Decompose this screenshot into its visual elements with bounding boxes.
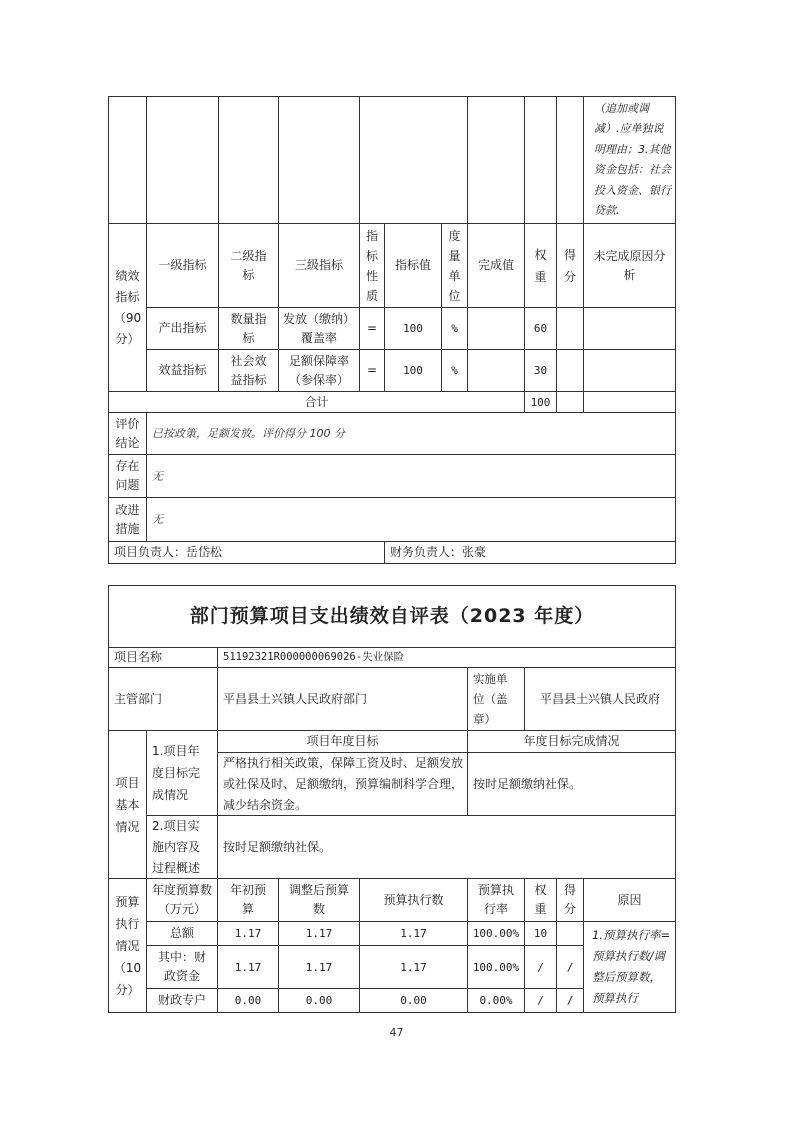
row2-level2: 社会效益指标 [218,349,279,392]
row2-unit: % [441,349,468,392]
budget-row3-executed: 0.00 [359,988,468,1013]
budget-header-rate: 预算执行率 [467,878,525,922]
row2-reason [583,349,676,392]
budget-row3-score: / [556,988,584,1013]
empty-cell [218,96,279,224]
budget-row3-adjusted: 0.00 [278,988,360,1013]
empty-cell [467,96,525,224]
row2-level3: 足额保障率（参保率） [278,349,360,392]
budget-row2-score: / [556,945,584,989]
impl-text: 按时足额缴纳社保。 [217,815,676,879]
total-score [556,391,584,413]
budget-header-reason: 原因 [583,878,676,922]
row1-target: 100 [384,307,442,350]
budget-section-label: 预算执行情况（10分） [108,878,147,1013]
row1-weight: 60 [524,307,557,350]
dept-label: 主管部门 [108,667,218,731]
total-reason [583,391,676,413]
row2-nature: = [359,349,385,392]
row2-actual [467,349,525,392]
total-label: 合计 [108,391,525,413]
budget-header-executed: 预算执行数 [359,878,468,922]
row1-level1: 产出指标 [146,307,219,350]
budget-row1-score [556,921,584,946]
annual-goal-header: 项目年度目标 [217,730,468,753]
empty-cell [556,96,584,224]
issues-text: 无 [146,454,676,498]
budget-row2-adjusted: 1.17 [278,945,360,989]
header-target: 指标值 [384,223,442,308]
header-actual: 完成值 [467,223,525,308]
completion-text: 按时足额缴纳社保。 [467,752,676,816]
row2-weight: 30 [524,349,557,392]
budget-header-score: 得分 [556,878,584,922]
row1-actual [467,307,525,350]
impl-unit-label: 实施单位（盖章） [467,667,525,731]
perf-section-label: 绩效指标（90分） [108,223,147,392]
impl-label: 2.项目实施内容及过程概述 [146,815,218,879]
budget-header-initial: 年初预算 [217,878,279,922]
empty-cell [146,96,219,224]
header-reason: 未完成原因分析 [583,223,676,308]
budget-row2-initial: 1.17 [217,945,279,989]
conclusion-label: 评价结论 [108,412,147,455]
row1-score [556,307,584,350]
project-name-label: 项目名称 [108,647,218,668]
row1-level3: 发放（缴纳）覆盖率 [278,307,360,350]
budget-row1-label: 总额 [146,921,218,946]
budget-row2-rate: 100.00% [467,945,525,989]
total-weight: 100 [524,391,557,413]
empty-cell [524,96,557,224]
budget-reason-note: 1.预算执行率=预算执行数/调整后预算数，预算执行 [583,921,676,1013]
completion-header: 年度目标完成情况 [467,730,676,753]
budget-row1-initial: 1.17 [217,921,279,946]
header-weight: 权重 [524,223,557,308]
empty-cell [359,96,468,224]
budget-header-adjusted: 调整后预算数 [278,878,360,922]
row1-nature: = [359,307,385,350]
budget-row2-label: 其中：财政资金 [146,945,218,989]
impl-unit: 平昌县土兴镇人民政府 [524,667,676,731]
empty-cell [278,96,360,224]
row1-level2: 数量指标 [218,307,279,350]
project-name: 51192321R000000069026-失业保险 [217,647,676,668]
row2-target: 100 [384,349,442,392]
annual-goal: 严格执行相关政策，保障工资及时、足额发放或社保及时、足额缴纳，预算编制科学合理，减少结余资金。 [217,752,468,816]
budget-row2-executed: 1.17 [359,945,468,989]
basic-section-label: 项目基本情况 [108,730,147,879]
table-title: 部门预算项目支出绩效自评表（2023 年度） [108,585,676,648]
budget-row3-rate: 0.00% [467,988,525,1013]
budget-header-annual: 年度预算数（万元） [146,878,218,922]
header-score: 得分 [556,223,584,308]
budget-row1-adjusted: 1.17 [278,921,360,946]
header-nature: 指标性质 [359,223,385,308]
goal-label: 1.项目年度目标完成情况 [146,730,218,816]
dept-name: 平昌县土兴镇人民政府部门 [217,667,468,731]
empty-cell [108,96,147,224]
project-lead: 项目负责人：岳岱松 [108,541,385,564]
row1-reason [583,307,676,350]
budget-row3-label: 财政专户 [146,988,218,1013]
header-unit: 度量单位 [441,223,468,308]
budget-row1-executed: 1.17 [359,921,468,946]
budget-row3-initial: 0.00 [217,988,279,1013]
measures-label: 改进措施 [108,497,147,542]
budget-row3-weight: / [524,988,557,1013]
header-level2: 二级指标 [218,223,279,308]
header-level3: 三级指标 [278,223,360,308]
issues-label: 存在问题 [108,454,147,498]
budget-row1-rate: 100.00% [467,921,525,946]
budget-header-weight: 权重 [524,878,557,922]
finance-lead: 财务负责人：张豪 [384,541,676,564]
budget-row2-weight: / [524,945,557,989]
row2-score [556,349,584,392]
conclusion-text: 已按政策，足额发放。评价得分 100 分 [146,412,676,455]
measures-text: 无 [146,497,676,542]
header-level1: 一级指标 [146,223,219,308]
row2-level1: 效益指标 [146,349,219,392]
funding-note: （追加或调减）.应单独说明理由；3.其他资金包括：社会投入资金、银行贷款. [583,96,676,224]
row1-unit: % [441,307,468,350]
budget-row1-weight: 10 [524,921,557,946]
page-number: 47 [389,1026,404,1039]
